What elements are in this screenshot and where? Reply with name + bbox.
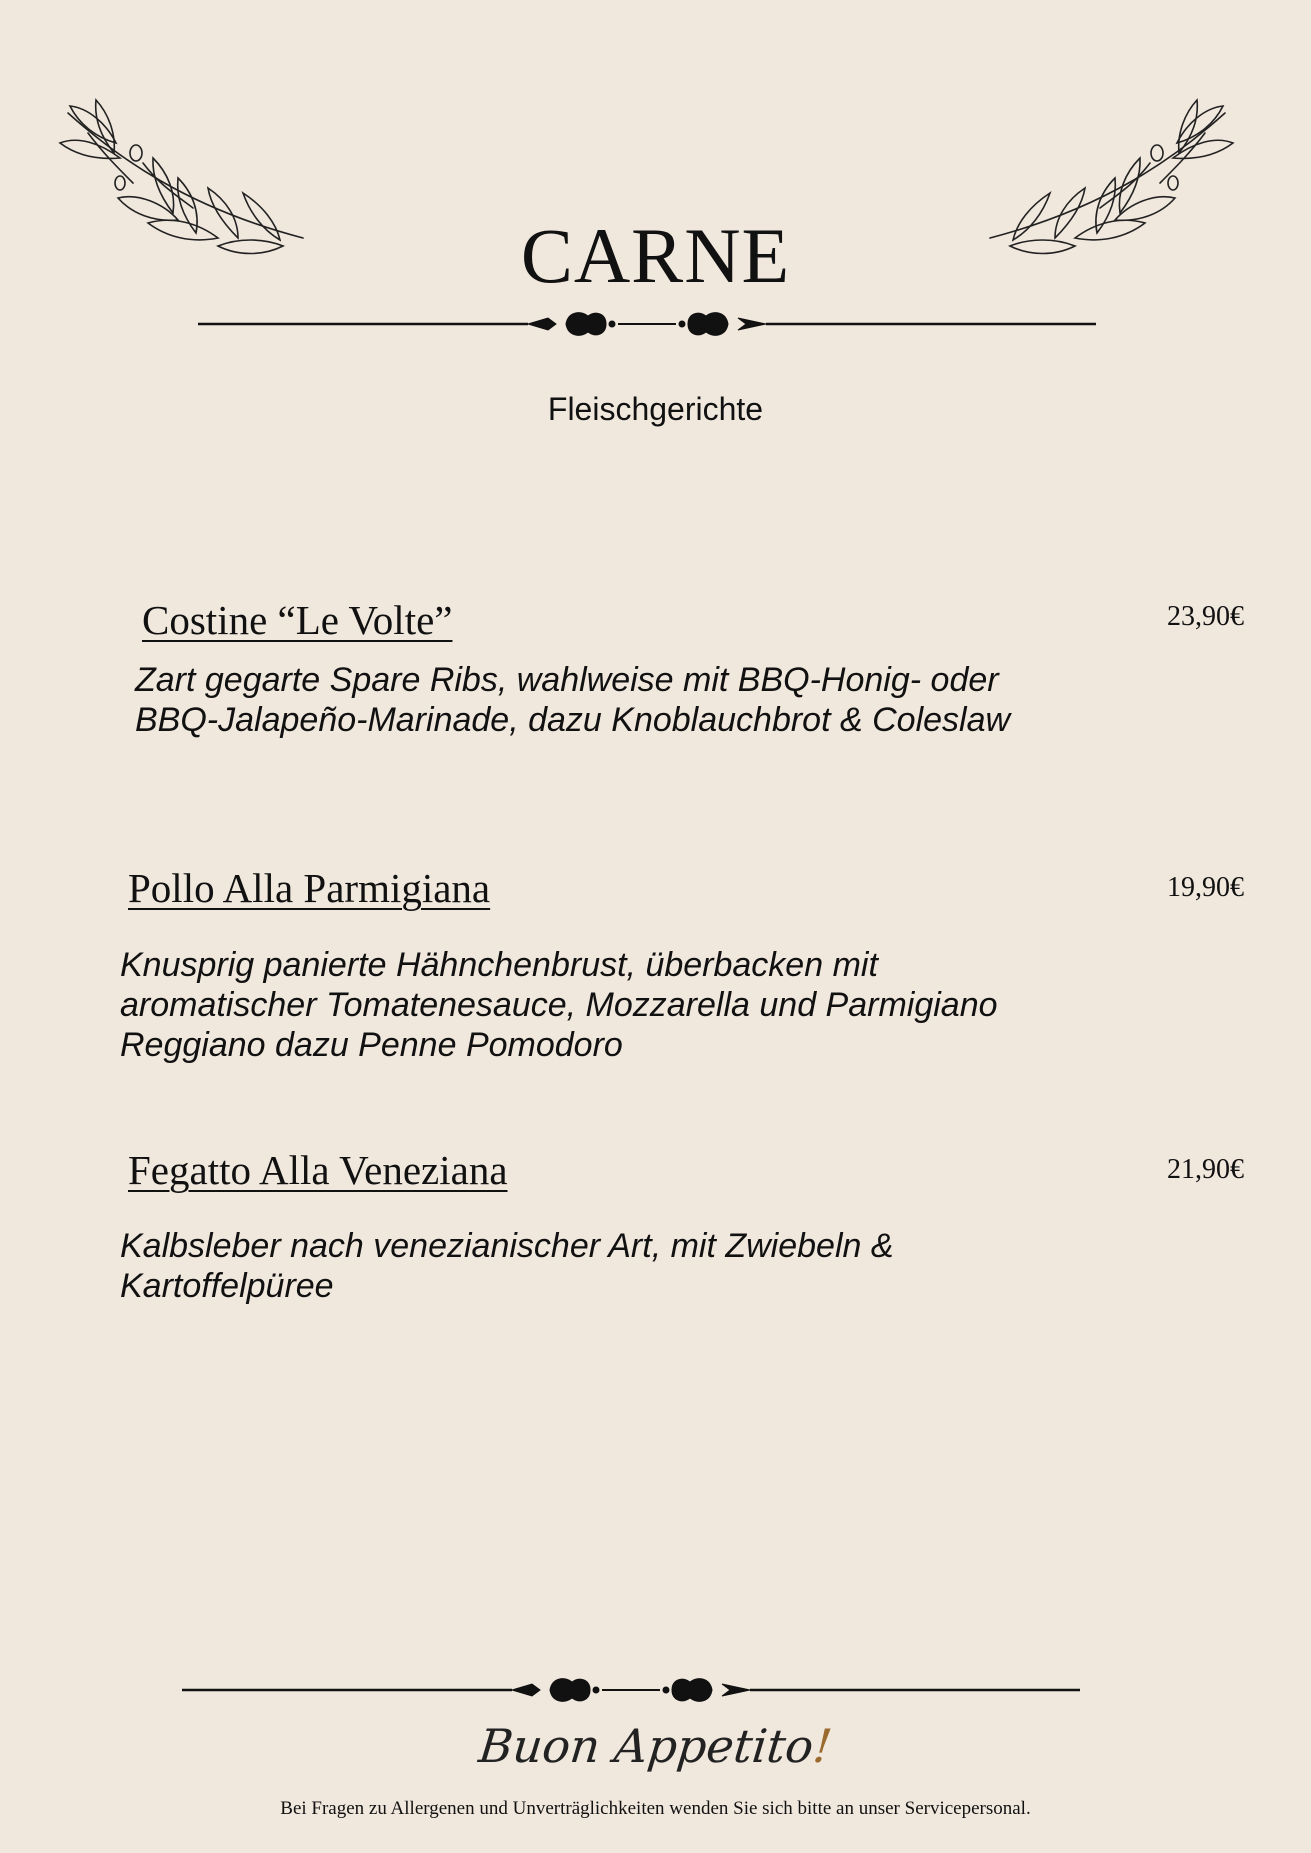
- menu-item-description: Kalbsleber nach venezianischer Art, mit Zwiebeln & Kartoffelpüree: [120, 1227, 894, 1305]
- menu-item-price: 21,90€: [1167, 1154, 1244, 1185]
- page-title: CARNE: [520, 212, 791, 299]
- menu-item-description: Knusprig panierte Hähnchenbrust, überbacken mit aromatischer Tomatenesauce, Mozzarella und Parmigiano Reggiano dazu Penne Pomodoro: [120, 946, 998, 1064]
- ornamental-divider-icon: [182, 1670, 1080, 1710]
- menu-item-price: 23,90€: [1167, 601, 1244, 632]
- menu-item-name: Pollo Alla Parmigiana: [128, 865, 491, 911]
- ornamental-divider-icon: [198, 304, 1096, 344]
- menu-item-name: Costine “Le Volte”: [142, 597, 453, 643]
- menu-item-description: Zart gegarte Spare Ribs, wahlweise mit BBQ-Honig- oder BBQ-Jalapeño-Marinade, dazu Knoblauchbrot & Coleslaw: [135, 661, 1011, 739]
- signoff-label: Buon Appetito: [476, 1719, 817, 1773]
- menu-item-price: 19,90€: [1167, 872, 1244, 903]
- page-subtitle: Fleischgerichte: [547, 391, 764, 427]
- allergen-note: Bei Fragen zu Allergenen und Unverträglichkeiten wenden Sie sich bitte an unser Servicepersonal.: [280, 1798, 1031, 1819]
- menu-item-name: Fegatto Alla Veneziana: [128, 1147, 508, 1193]
- signoff-text: [0, 1716, 1311, 1776]
- signoff-mark: !: [810, 1719, 835, 1773]
